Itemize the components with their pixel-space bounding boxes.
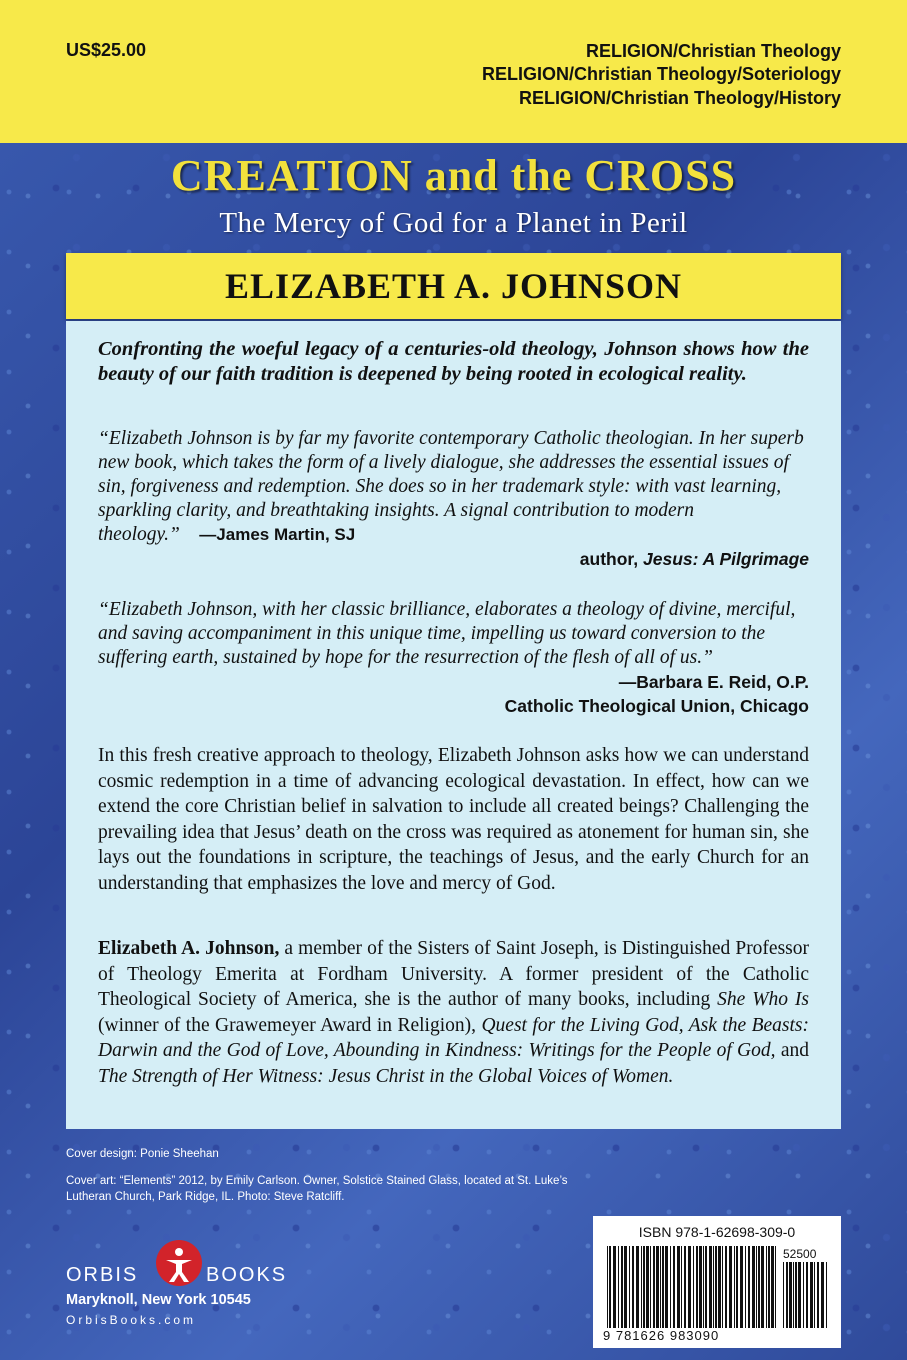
barcode-bar [748, 1246, 750, 1328]
price-addon-barcode [783, 1262, 829, 1328]
endorsement-2-name: —Barbara E. Reid, O.P. [618, 672, 809, 692]
barcode-bar [817, 1262, 819, 1328]
barcode-bar [621, 1246, 623, 1328]
barcode-bar [650, 1246, 651, 1328]
barcode-bar [814, 1262, 815, 1328]
barcode-bar [756, 1246, 757, 1328]
category-list [482, 40, 841, 110]
barcode-bar [662, 1246, 664, 1328]
lead-statement: Confronting the woeful legacy of a centuries-old theology, Johnson shows how the beauty of our faith tradition is deepened by being rooted in ecological reality. [98, 338, 809, 385]
barcode-bar [798, 1262, 801, 1328]
barcode-bar [771, 1246, 774, 1328]
endorsement-2 [98, 598, 809, 718]
cover-design-credit: Cover design: Ponie Sheehan [66, 1148, 219, 1160]
barcode-bar [636, 1246, 639, 1328]
isbn-number: ISBN 978-1-62698-309-0 [638, 1224, 796, 1240]
author-band [66, 253, 841, 319]
barcode-bar [641, 1246, 642, 1328]
barcode-bar [713, 1246, 714, 1328]
barcode-bar [613, 1246, 616, 1328]
barcode-bar [673, 1246, 675, 1328]
publisher-city: Maryknoll, New York 10545 [66, 1292, 251, 1308]
barcode-bar [656, 1246, 659, 1328]
barcode-bar [810, 1262, 813, 1328]
author-bio: Elizabeth A. Johnson, a member of the Sisters of Saint Joseph, is Distinguished Professor of Theology Emerita at Fordham University. A former president of the Catholic Theological Society of America, she is the author of many books, including She Who Is (winner of the Grawemeyer Award in Religion), Quest for the Living God, Ask the Beasts: Darwin and the God of Love, Abounding in Kindness: Writings for the People of God, and The Strength of Her Witness: Jesus Christ in the Global Voices of Women. [98, 938, 810, 1087]
barcode-bar [803, 1262, 804, 1328]
cover-art-credit: Cover art: “Elements” 2012, by Emily Carlson. Owner, Solstice Stained Glass, located at St. Luke’s Lutheran Church, Park Ridge, IL. Photo: Steve Ratcliff. [66, 1175, 568, 1203]
barcode-bar [758, 1246, 760, 1328]
text-panel [66, 321, 841, 1129]
barcode-bar [624, 1246, 627, 1328]
endorsement-1-text: “Elizabeth Johnson is by far my favorite contemporary Catholic theologian. In her superb new book, which takes the form of a lively dialogue, she addresses the essential issues of sin, forgiveness and redemption. She does so in her trademark style: with vast learning, sparkling clarity, and breathtaking insights. A signal contribution to modern theology.” —James Martin, SJ [98, 428, 804, 545]
ean-barcode [607, 1246, 777, 1328]
isbn-barcode [593, 1216, 841, 1348]
barcode-bar [752, 1246, 755, 1328]
barcode-bar [646, 1246, 649, 1328]
barcode-bar [696, 1246, 698, 1328]
book-title: CREATION and the CROSS [170, 151, 737, 200]
barcode-bar [793, 1262, 794, 1328]
barcode-bar [693, 1246, 694, 1328]
barcode-bar [736, 1246, 738, 1328]
book-subtitle: The Mercy of God for a Planet in Peril [219, 207, 688, 239]
barcode-bar [705, 1246, 707, 1328]
book-description: In this fresh creative approach to theology, Elizabeth Johnson asks how we can understand cosmic redemption in a time of advancing ecological devastation. In effect, how can we extend the core Christian belief in salvation to include all created beings? Challenging the prevailing idea that Jesus’ death on the cross was required as atonement for human sin, she lays out the foundations in scripture, the teachings of Jesus, and the early Church for an understanding that emphasizes the love and mercy of God. [98, 745, 809, 894]
barcode-bar [699, 1246, 702, 1328]
barcode-bar [609, 1246, 611, 1328]
category-line: RELIGION/Christian Theology [585, 41, 841, 61]
barcode-bar [715, 1246, 717, 1328]
barcode-bar [688, 1246, 691, 1328]
orbis-emblem-icon [156, 1240, 202, 1286]
barcode-bar [718, 1246, 721, 1328]
barcode-bar [826, 1262, 827, 1328]
endorsement-1-name: —James Martin, SJ [199, 525, 356, 544]
barcode-bar [729, 1246, 732, 1328]
barcode-digits: 9 781626 983090 [603, 1328, 720, 1343]
barcode-bar [618, 1246, 619, 1328]
barcode-bar [632, 1246, 634, 1328]
publisher-website: OrbisBooks.com [66, 1313, 197, 1327]
barcode-bar [786, 1262, 788, 1328]
author-name: ELIZABETH A. JOHNSON [224, 266, 683, 306]
barcode-bar [795, 1262, 797, 1328]
barcode-bar [821, 1262, 824, 1328]
barcode-bar [653, 1246, 655, 1328]
barcode-bar [607, 1246, 608, 1328]
price: US$25.00 [66, 40, 147, 60]
barcode-bar [766, 1246, 767, 1328]
barcode-bar [722, 1246, 723, 1328]
barcode-bar [740, 1246, 743, 1328]
barcode-bar [681, 1246, 682, 1328]
publisher-logo: ORBIS BOOKS Maryknoll, New York 10545 OrbisBooks.com [66, 1240, 296, 1330]
category-line: RELIGION/Christian Theology/Soteriology [481, 64, 841, 85]
barcode-bar [806, 1262, 808, 1328]
barcode-bar [761, 1246, 764, 1328]
endorsement-1 [98, 427, 809, 571]
barcode-bar [725, 1246, 727, 1328]
barcode-bar [789, 1262, 792, 1328]
barcode-bar [670, 1246, 671, 1328]
category-band [0, 0, 907, 143]
barcode-bar [665, 1246, 668, 1328]
barcode-bar [677, 1246, 680, 1328]
price-code: 52500 [783, 1247, 817, 1261]
barcode-bar [643, 1246, 645, 1328]
endorsement-1-role: author, Jesus: A Pilgrimage [579, 549, 809, 569]
barcode-bar [734, 1246, 735, 1328]
barcode-bar [703, 1246, 704, 1328]
barcode-bar [684, 1246, 686, 1328]
barcode-bar [629, 1246, 630, 1328]
barcode-bar [783, 1262, 784, 1328]
barcode-bar [768, 1246, 770, 1328]
barcode-bar [660, 1246, 661, 1328]
endorsement-2-text: “Elizabeth Johnson, with her classic brilliance, elaborates a theology of divine, merciful, and saving accompaniment in this unique time, impelling us toward conversion to the suffering earth, sustained by hope for the resurrection of the flesh of all of us.” [98, 599, 796, 668]
barcode-bar [709, 1246, 712, 1328]
barcode-bar [775, 1246, 776, 1328]
endorsement-2-role: Catholic Theological Union, Chicago [504, 696, 809, 716]
barcode-bar [745, 1246, 746, 1328]
category-line: RELIGION/Christian Theology/History [518, 87, 841, 108]
